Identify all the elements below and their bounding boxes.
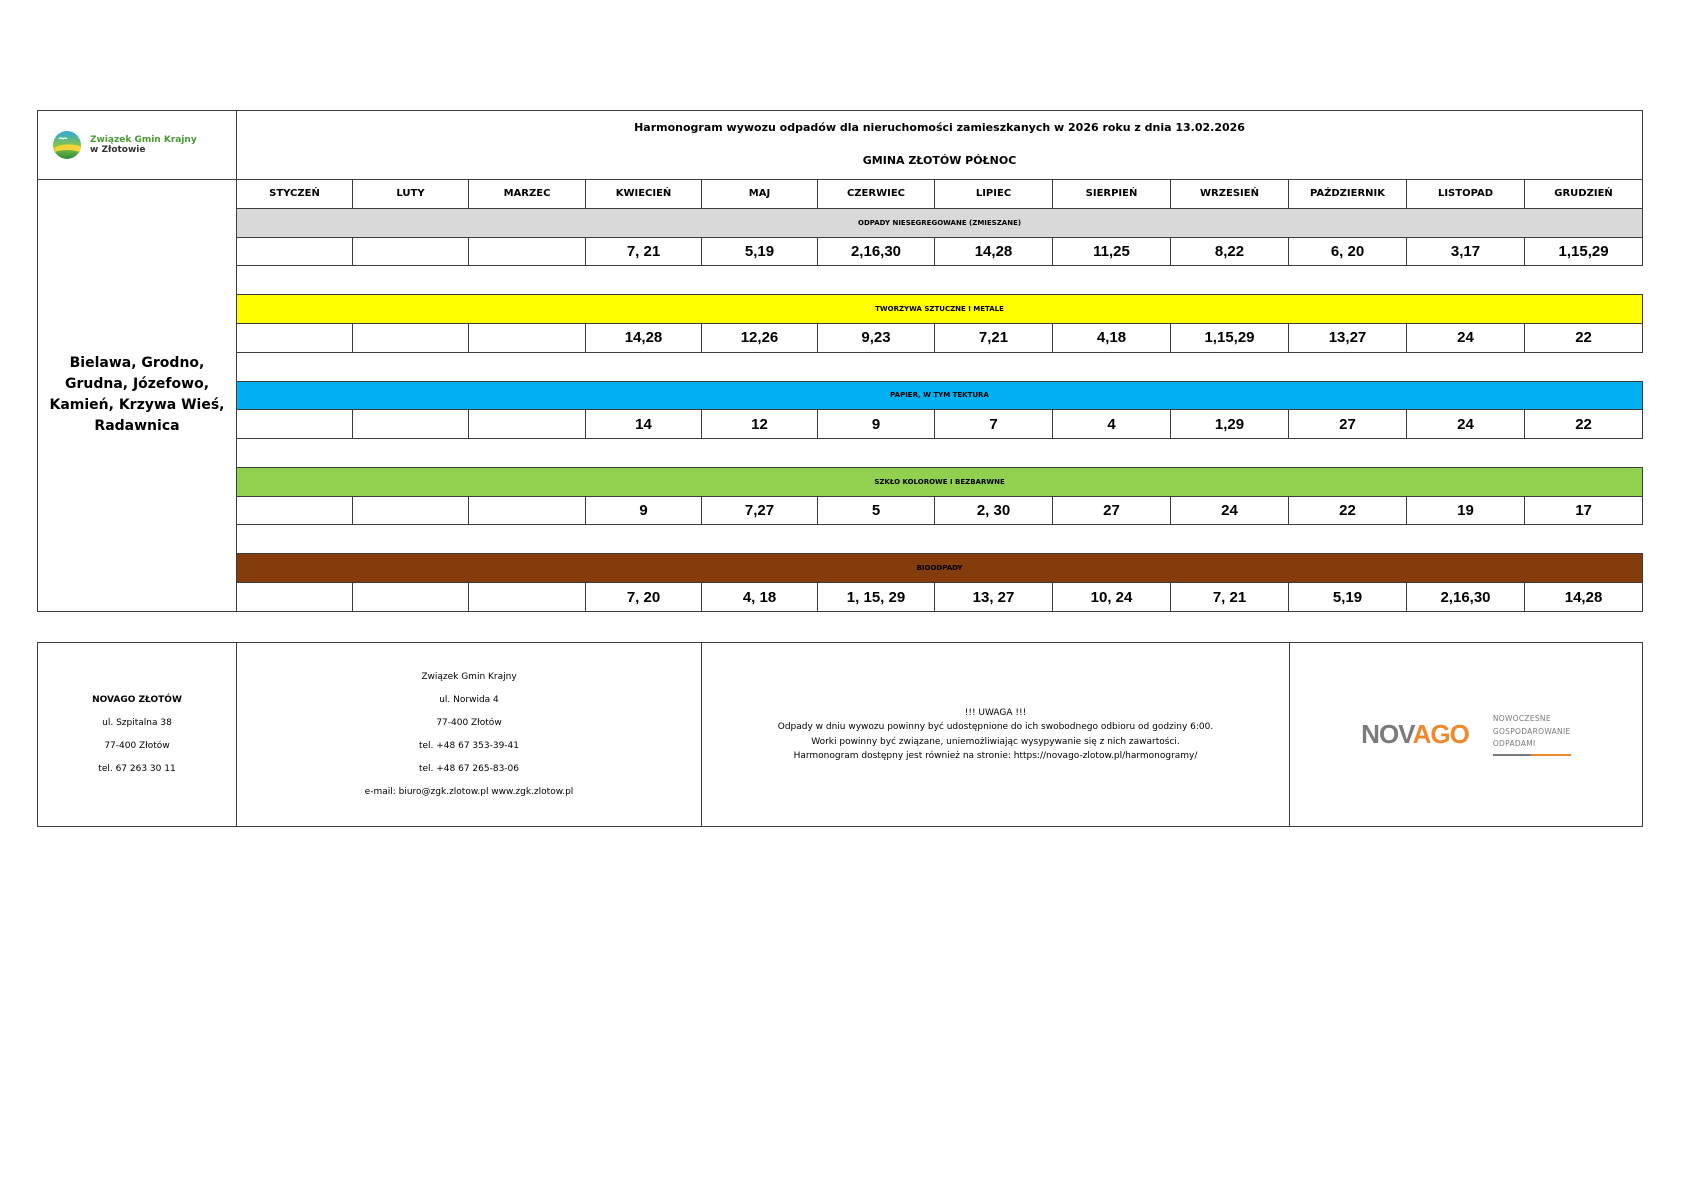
zgk-contact-link[interactable]: e-mail: biuro@zgk.zlotow.pl www.zgk.zlotow.pl <box>364 786 574 797</box>
collection-dates-cell: 14,28 <box>1525 583 1643 612</box>
spacer-row <box>38 266 1643 295</box>
month-header: LIPIEC <box>935 179 1053 208</box>
schedule-title: Harmonogram wywozu odpadów dla nieruchomości zamieszkanych w 2026 roku z dnia 13.02.2026 <box>634 121 1245 134</box>
collection-dates-cell: 2, 30 <box>935 496 1053 525</box>
notice-line-3[interactable]: Harmonogram dostępny jest również na stronie: https://novago-zlotow.pl/harmonogramy/ <box>793 751 1198 761</box>
month-header: PAŹDZIERNIK <box>1289 179 1407 208</box>
collection-dates-cell: 19 <box>1407 496 1525 525</box>
spacer-row <box>38 439 1643 468</box>
category-values-row <box>38 410 1643 439</box>
collection-dates-cell <box>469 323 586 352</box>
month-header: GRUDZIEŃ <box>1525 179 1643 208</box>
novago-city: 77-400 Złotów <box>104 740 170 751</box>
collection-dates-cell: 1,15,29 <box>1171 323 1289 352</box>
tagline-2: GOSPODAROWANIE <box>1492 726 1571 736</box>
collection-dates-cell: 5,19 <box>1289 583 1407 612</box>
locations-cell: Bielawa, Grodno, Grudna, Józefowo, Kamień, Krzywa Wieś, Radawnica <box>38 179 237 611</box>
novago-logo: NOVAGO <box>1361 719 1469 749</box>
collection-dates-cell <box>353 237 469 266</box>
collection-dates-cell: 11,25 <box>1053 237 1171 266</box>
month-header: WRZESIEŃ <box>1171 179 1289 208</box>
collection-dates-cell <box>237 496 353 525</box>
collection-dates-cell: 5,19 <box>702 237 818 266</box>
collection-dates-cell: 5 <box>818 496 935 525</box>
collection-dates-cell: 4 <box>1053 410 1171 439</box>
zgk-name: Związek Gmin Krajny <box>421 671 517 682</box>
zgk-contact-cell <box>237 643 702 827</box>
collection-dates-cell: 27 <box>1053 496 1171 525</box>
collection-dates-cell <box>469 410 586 439</box>
collection-dates-cell: 6, 20 <box>1289 237 1407 266</box>
spacer-row <box>38 525 1643 554</box>
category-band: SZKŁO KOLOROWE I BEZBARWNE <box>237 467 1643 496</box>
notice-cell <box>702 643 1290 827</box>
category-band: ODPADY NIESEGREGOWANE (ZMIESZANE) <box>237 208 1643 237</box>
collection-dates-cell: 9 <box>586 496 702 525</box>
month-header: KWIECIEŃ <box>586 179 702 208</box>
month-header: LUTY <box>353 179 469 208</box>
collection-dates-cell: 7,27 <box>702 496 818 525</box>
category-values-row <box>38 237 1643 266</box>
spacer-cell <box>237 525 1643 554</box>
spacer-cell <box>237 266 1643 295</box>
tagline-1: NOWOCZESNE <box>1492 714 1551 724</box>
month-header: MAJ <box>702 179 818 208</box>
category-values-row <box>38 583 1643 612</box>
collection-dates-cell: 14 <box>586 410 702 439</box>
month-header: STYCZEŃ <box>237 179 353 208</box>
collection-dates-cell: 2,16,30 <box>1407 583 1525 612</box>
zgk-logo-icon <box>52 130 82 160</box>
collection-dates-cell: 3,17 <box>1407 237 1525 266</box>
month-header: LISTOPAD <box>1407 179 1525 208</box>
collection-dates-cell: 22 <box>1525 323 1643 352</box>
collection-dates-cell <box>353 410 469 439</box>
category-band-row <box>38 295 1643 324</box>
category-band-row <box>38 208 1643 237</box>
notice-line-1: Odpady w dniu wywozu powinny być udostępnione do ich swobodnego odbioru od godziny 6:00. <box>777 722 1214 732</box>
novago-street: ul. Szpitalna 38 <box>102 717 172 728</box>
district-name: GMINA ZŁOTÓW PÓŁNOC <box>862 154 1017 167</box>
collection-dates-cell: 17 <box>1525 496 1643 525</box>
collection-dates-cell <box>353 323 469 352</box>
collection-dates-cell: 12,26 <box>702 323 818 352</box>
category-band: BIOODPADY <box>237 554 1643 583</box>
category-values-row <box>38 323 1643 352</box>
collection-dates-cell <box>469 496 586 525</box>
collection-dates-cell <box>353 496 469 525</box>
zgk-street: ul. Norwida 4 <box>439 694 499 705</box>
collection-dates-cell: 24 <box>1407 410 1525 439</box>
collection-dates-cell: 7, 21 <box>586 237 702 266</box>
logo-text-line1: Związek Gmin Krajny <box>90 134 197 145</box>
schedule-table <box>37 110 1643 612</box>
collection-dates-cell <box>237 583 353 612</box>
spacer-cell <box>237 352 1643 381</box>
month-header: MARZEC <box>469 179 586 208</box>
notice-line-2: Worki powinny być związane, uniemożliwiając wysypywanie się z nich zawartości. <box>811 736 1180 747</box>
collection-dates-cell: 2,16,30 <box>818 237 935 266</box>
collection-dates-cell: 12 <box>702 410 818 439</box>
month-header-row <box>38 179 1643 208</box>
collection-dates-cell: 7, 21 <box>1171 583 1289 612</box>
novago-contact-cell <box>38 643 237 827</box>
header-title-cell <box>237 111 1643 180</box>
tagline-3: ODPADAMI <box>1492 739 1536 749</box>
category-values-row <box>38 496 1643 525</box>
logo-text-line2: w Złotowie <box>90 144 146 155</box>
collection-dates-cell: 14,28 <box>586 323 702 352</box>
header-row <box>38 111 1643 180</box>
spacer-row <box>38 352 1643 381</box>
month-header: SIERPIEŃ <box>1053 179 1171 208</box>
brand-cell <box>1290 643 1643 827</box>
month-header: CZERWIEC <box>818 179 935 208</box>
collection-dates-cell: 1,15,29 <box>1525 237 1643 266</box>
category-band-row <box>38 467 1643 496</box>
zgk-phone-2: tel. +48 67 265-83-06 <box>418 763 520 774</box>
notice-heading: !!! UWAGA !!! <box>964 707 1027 718</box>
collection-dates-cell: 9,23 <box>818 323 935 352</box>
collection-dates-cell: 4, 18 <box>702 583 818 612</box>
collection-dates-cell: 24 <box>1407 323 1525 352</box>
collection-dates-cell <box>237 323 353 352</box>
logo-cell <box>38 111 237 180</box>
collection-dates-cell <box>237 237 353 266</box>
collection-dates-cell: 10, 24 <box>1053 583 1171 612</box>
footer-table <box>37 642 1643 827</box>
collection-dates-cell: 1,29 <box>1171 410 1289 439</box>
zgk-city: 77-400 Złotów <box>436 717 502 728</box>
collection-dates-cell: 14,28 <box>935 237 1053 266</box>
collection-dates-cell <box>353 583 469 612</box>
collection-dates-cell: 8,22 <box>1171 237 1289 266</box>
collection-dates-cell: 13,27 <box>1289 323 1407 352</box>
spacer-cell <box>237 439 1643 468</box>
collection-dates-cell: 4,18 <box>1053 323 1171 352</box>
collection-dates-cell <box>237 410 353 439</box>
collection-dates-cell: 27 <box>1289 410 1407 439</box>
category-band: TWORZYWA SZTUCZNE I METALE <box>237 295 1643 324</box>
collection-dates-cell: 9 <box>818 410 935 439</box>
novago-tagline <box>1493 713 1571 756</box>
collection-dates-cell: 7,21 <box>935 323 1053 352</box>
novago-phone: tel. 67 263 30 11 <box>98 763 176 774</box>
collection-dates-cell: 22 <box>1289 496 1407 525</box>
category-band-row <box>38 381 1643 410</box>
novago-name: NOVAGO ZŁOTÓW <box>92 694 182 705</box>
collection-dates-cell: 7, 20 <box>586 583 702 612</box>
zgk-phone-1: tel. +48 67 353-39-41 <box>418 740 520 751</box>
collection-dates-cell <box>469 237 586 266</box>
collection-dates-cell: 13, 27 <box>935 583 1053 612</box>
category-band: PAPIER, W TYM TEKTURA <box>237 381 1643 410</box>
collection-dates-cell <box>469 583 586 612</box>
category-band-row <box>38 554 1643 583</box>
collection-dates-cell: 22 <box>1525 410 1643 439</box>
collection-dates-cell: 24 <box>1171 496 1289 525</box>
collection-dates-cell: 7 <box>935 410 1053 439</box>
collection-dates-cell: 1, 15, 29 <box>818 583 935 612</box>
